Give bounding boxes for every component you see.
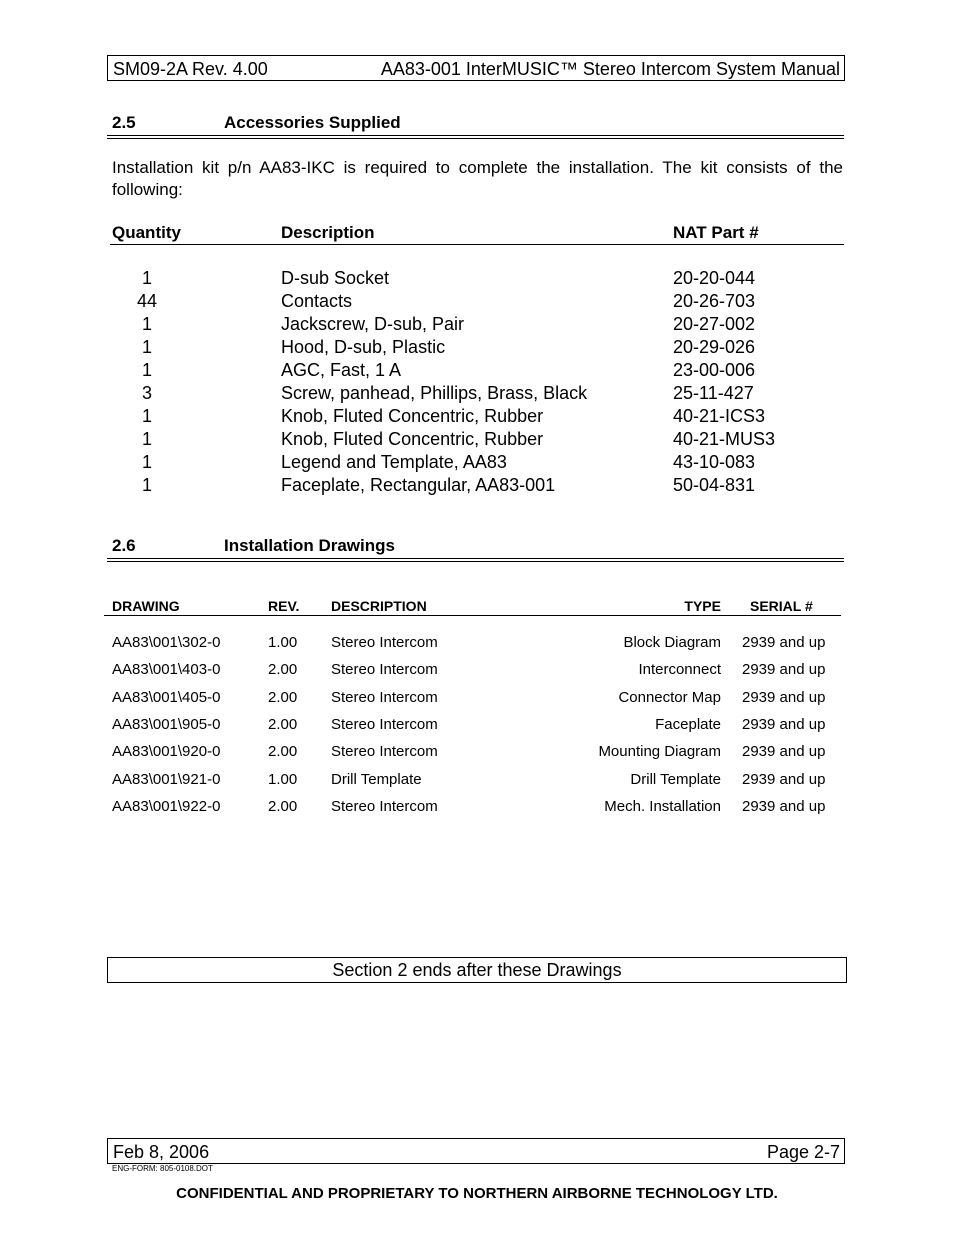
table-row (0, 771, 954, 793)
col-header-quantity: Quantity (112, 223, 181, 242)
row-type: Drill Template (630, 771, 721, 788)
table-row (0, 743, 954, 765)
row-quantity: 1 (141, 314, 152, 334)
footer-date: Feb 8, 2006 (113, 1142, 210, 1162)
row-drawing: AA83\001\403-0 (112, 661, 221, 678)
col-header-type: TYPE (684, 598, 721, 614)
row-quantity: 1 (141, 268, 152, 288)
row-description: Stereo Intercom (331, 716, 438, 733)
row-drawing: AA83\001\921-0 (112, 771, 221, 788)
row-type: Interconnect (638, 661, 721, 678)
table-row (0, 360, 954, 383)
table-row (0, 452, 954, 475)
form-id: ENG-FORM: 805-0108.DOT (112, 1164, 213, 1173)
row-part: 43-10-083 (673, 452, 756, 472)
row-description: Screw, panhead, Phillips, Brass, Black (281, 383, 588, 403)
row-serial: 2939 and up (742, 661, 826, 678)
row-serial: 2939 and up (742, 798, 826, 815)
row-quantity: 1 (141, 475, 152, 495)
page-header (107, 55, 845, 81)
row-rev: 1.00 (268, 771, 298, 788)
row-type: Connector Map (618, 689, 721, 706)
row-serial: 2939 and up (742, 771, 826, 788)
row-drawing: AA83\001\302-0 (112, 634, 221, 651)
document-id: SM09-2A Rev. 4.00 (113, 59, 268, 79)
row-type: Mech. Installation (604, 798, 721, 815)
row-part: 23-00-006 (673, 360, 756, 380)
row-description: Faceplate, Rectangular, AA83-001 (281, 475, 556, 495)
col-header-rev: REV. (268, 598, 300, 614)
table-row (0, 337, 954, 360)
row-description: Stereo Intercom (331, 661, 438, 678)
row-rev: 2.00 (268, 798, 298, 815)
row-description: Legend and Template, AA83 (281, 452, 507, 472)
row-quantity: 3 (141, 383, 152, 403)
row-part: 20-20-044 (673, 268, 756, 288)
row-rev: 1.00 (268, 634, 298, 651)
row-description: Stereo Intercom (331, 798, 438, 815)
table-row (0, 689, 954, 711)
row-description: Stereo Intercom (331, 689, 438, 706)
row-drawing: AA83\001\920-0 (112, 743, 221, 760)
page-footer (107, 1138, 845, 1164)
row-drawing: AA83\001\905-0 (112, 716, 221, 733)
row-drawing: AA83\001\405-0 (112, 689, 221, 706)
row-type: Faceplate (655, 716, 721, 733)
row-part: 40-21-ICS3 (673, 406, 766, 426)
row-serial: 2939 and up (742, 634, 826, 651)
table-row (0, 634, 954, 656)
row-rev: 2.00 (268, 743, 298, 760)
row-rev: 2.00 (268, 661, 298, 678)
row-rev: 2.00 (268, 689, 298, 706)
row-quantity: 1 (141, 360, 152, 380)
table-row (0, 661, 954, 683)
table-row (0, 798, 954, 820)
row-description: Contacts (281, 291, 353, 311)
col-header-part: NAT Part # (673, 223, 759, 242)
table-row (0, 406, 954, 429)
row-description: D-sub Socket (281, 268, 390, 288)
table-row (0, 475, 954, 498)
table-header-rule (104, 615, 841, 616)
row-description: Knob, Fluted Concentric, Rubber (281, 406, 544, 426)
row-quantity: 1 (141, 406, 152, 426)
row-quantity: 1 (141, 337, 152, 357)
confidentiality-notice: CONFIDENTIAL AND PROPRIETARY TO NORTHERN AIRBORNE TECHNOLOGY LTD. (176, 1185, 778, 1202)
document-title: AA83-001 InterMUSIC™ Stereo Intercom System Manual (380, 59, 840, 79)
row-quantity: 1 (141, 429, 152, 449)
section-number: 2.5 (112, 113, 136, 132)
table-row (0, 716, 954, 738)
row-description: Stereo Intercom (331, 743, 438, 760)
section-end-note: Section 2 ends after these Drawings (107, 957, 847, 983)
row-rev: 2.00 (268, 716, 298, 733)
row-serial: 2939 and up (742, 743, 826, 760)
table-row (0, 383, 954, 406)
row-part: 20-27-002 (673, 314, 756, 334)
table-header-rule (110, 244, 844, 245)
table-row (0, 314, 954, 337)
row-drawing: AA83\001\922-0 (112, 798, 221, 815)
row-serial: 2939 and up (742, 716, 826, 733)
row-quantity: 1 (141, 452, 152, 472)
col-header-serial: SERIAL # (750, 598, 813, 614)
table-row (0, 291, 954, 314)
table-row (0, 429, 954, 452)
col-header-description: DESCRIPTION (331, 598, 427, 614)
row-quantity: 44 (136, 291, 158, 311)
row-type: Mounting Diagram (598, 743, 721, 760)
row-part: 25-11-427 (673, 383, 754, 403)
table-row (0, 268, 954, 291)
row-serial: 2939 and up (742, 689, 826, 706)
section-title: Installation Drawings (224, 536, 395, 555)
row-description: AGC, Fast, 1 A (281, 360, 402, 380)
section-rule (107, 135, 844, 139)
row-description: Jackscrew, D-sub, Pair (281, 314, 465, 334)
row-description: Stereo Intercom (331, 634, 438, 651)
row-description: Knob, Fluted Concentric, Rubber (281, 429, 544, 449)
section-title: Accessories Supplied (224, 113, 401, 132)
intro-paragraph: Installation kit p/n AA83-IKC is required to complete the installation. The kit consists of the following: (112, 158, 843, 199)
row-part: 40-21-MUS3 (673, 429, 776, 449)
section-rule (107, 558, 844, 562)
row-part: 20-29-026 (673, 337, 756, 357)
section-number: 2.6 (112, 536, 136, 555)
page-number: Page 2-7 (766, 1142, 840, 1162)
col-header-description: Description (281, 223, 375, 242)
row-description: Drill Template (331, 771, 422, 788)
row-description: Hood, D-sub, Plastic (281, 337, 446, 357)
row-part: 50-04-831 (673, 475, 756, 495)
row-type: Block Diagram (623, 634, 721, 651)
col-header-drawing: DRAWING (112, 598, 180, 614)
row-part: 20-26-703 (673, 291, 756, 311)
